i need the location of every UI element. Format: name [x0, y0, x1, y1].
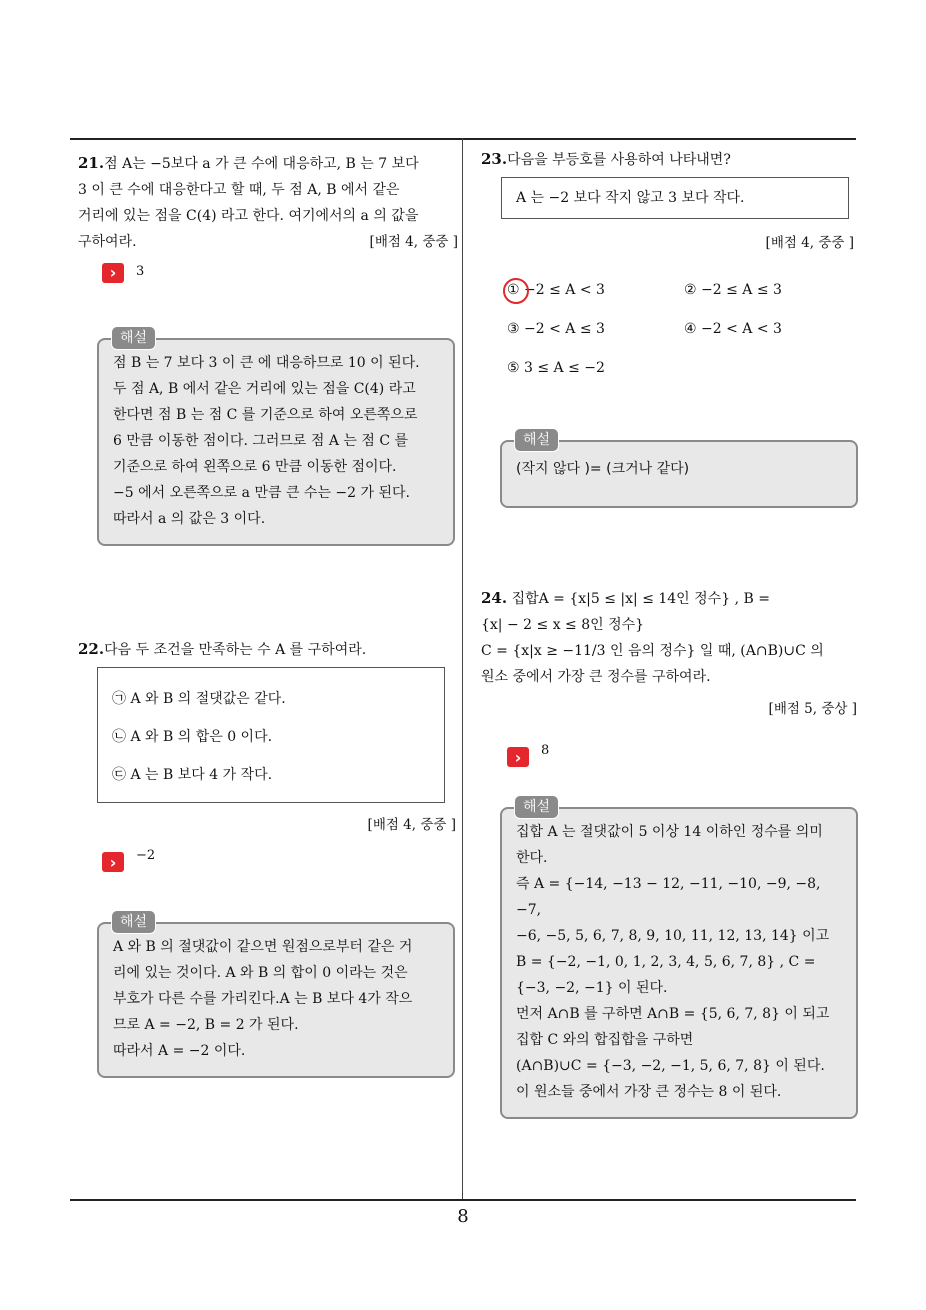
text-line: 점 A는 −5보다 a 가 큰 수에 대응하고, B 는 7 보다	[104, 156, 419, 172]
condition-item: ㉠ A 와 B 의 절댓값은 같다.	[112, 691, 286, 707]
explanation-23	[500, 432, 858, 508]
question-23	[481, 146, 859, 173]
answer-row	[102, 848, 156, 872]
explanation-line: (A∩B)∪C = {−3, −2, −1, 5, 6, 7, 8} 이 된다.	[516, 1058, 825, 1074]
option-3[interactable]	[507, 321, 605, 337]
explanation-line: 점 B 는 7 보다 3 이 큰 에 대응하므로 10 이 된다.	[113, 355, 420, 371]
explanation-22	[97, 914, 455, 1078]
explanation-line: (작지 않다 )= (크거나 같다)	[516, 461, 690, 477]
option-label: ⑤ 3 ≤ A ≤ −2	[507, 360, 605, 376]
score-label: [배점 5, 중상 ]	[768, 701, 857, 717]
answer-arrow-icon: ›	[102, 263, 124, 283]
answer-value: −2	[136, 848, 156, 863]
question-23-text: 다음을 부등호를 사용하여 나타내면?	[507, 152, 731, 168]
condition-item: ㉡ A 와 B 의 합은 0 이다.	[112, 729, 273, 745]
explanation-line: 기준으로 하여 왼쪽으로 6 만큼 이동한 점이다.	[113, 459, 397, 475]
explanation-line: 집합 A 는 절댓값이 5 이상 14 이하인 정수를 의미	[516, 824, 823, 840]
text-line: 집합A = {x|5 ≤ |x| ≤ 14인 정수} , B =	[511, 591, 770, 607]
explanation-line: 리에 있는 것이다. A 와 B 의 합이 0 이라는 것은	[113, 965, 408, 981]
explanation-tag: 해설	[111, 326, 156, 350]
answer-value: 3	[136, 264, 145, 279]
answer-arrow-icon: ›	[507, 747, 529, 767]
explanation-tag: 해설	[514, 428, 559, 452]
answer-arrow-icon: ›	[102, 852, 124, 872]
column-divider	[462, 138, 463, 1200]
explanation-line: 먼저 A∩B 를 구하면 A∩B = {5, 6, 7, 8} 이 되고	[516, 1006, 830, 1022]
text-line: 거리에 있는 점을 C(4) 라고 한다. 여기에서의 a 의 값을	[78, 208, 419, 224]
explanation-line: 이 원소들 중에서 가장 큰 정수는 8 이 된다.	[516, 1084, 782, 1100]
text-line: C = {x|x ≥ −11/3 인 음의 정수} 일 때, (A∩B)∪C 의	[481, 643, 824, 659]
statement-box: A 는 −2 보다 작지 않고 3 보다 작다.	[501, 177, 849, 219]
option-label: ③ −2 < A ≤ 3	[507, 321, 605, 337]
explanation-line: 므로 A = −2, B = 2 가 된다.	[113, 1017, 299, 1033]
text-line: {x| − 2 ≤ x ≤ 8인 정수}	[481, 617, 645, 633]
explanation-line: B = {−2, −1, 0, 1, 2, 3, 4, 5, 6, 7, 8} , C =	[516, 954, 816, 970]
option-label: ① −2 ≤ A < 3	[507, 282, 605, 298]
text-line: 3 이 큰 수에 대응한다고 할 때, 두 점 A, B 에서 같은	[78, 182, 400, 198]
answer-value: 8	[541, 743, 550, 758]
option-2[interactable]	[684, 282, 782, 298]
explanation-line: 집합 C 와의 합집합을 구하면	[516, 1032, 694, 1048]
question-number: 21.	[78, 154, 105, 172]
explanation-line: 한다.	[516, 850, 548, 866]
selected-mark-icon	[503, 278, 529, 304]
question-21	[78, 150, 456, 285]
answer-row	[507, 743, 550, 767]
score-label: [배점 4, 중중 ]	[367, 817, 456, 833]
condition-item: ㉢ A 는 B 보다 4 가 작다.	[112, 767, 273, 783]
score-label: [배점 4, 중중 ]	[765, 235, 854, 251]
explanation-line: {−3, −2, −1} 이 된다.	[516, 980, 668, 996]
option-label: ② −2 ≤ A ≤ 3	[684, 282, 782, 298]
text-line: 원소 중에서 가장 큰 정수를 구하여라.	[481, 669, 711, 685]
explanation-line: 두 점 A, B 에서 같은 거리에 있는 점을 C(4) 라고	[113, 381, 416, 397]
explanation-line: A 와 B 의 절댓값이 같으면 원점으로부터 같은 거	[113, 939, 413, 955]
explanation-24	[500, 799, 858, 1119]
question-number: 24.	[481, 589, 508, 607]
explanation-line: 6 만큼 이동한 점이다. 그러므로 점 A 는 점 C 를	[113, 433, 409, 449]
explanation-line: 한다면 점 B 는 점 C 를 기준으로 하여 오른쪽으로	[113, 407, 418, 423]
score-label: [배점 4, 중중 ]	[369, 234, 458, 250]
explanation-tag: 해설	[111, 910, 156, 934]
explanation-line: 부호가 다른 수를 가리킨다.A 는 B 보다 4가 작으	[113, 991, 413, 1007]
text-line: 구하여라.	[78, 234, 137, 250]
question-number: 22.	[78, 640, 105, 658]
question-22-text: 다음 두 조건을 만족하는 수 A 를 구하여라.	[104, 642, 367, 658]
explanation-line: 즉 A = {−14, −13 − 12, −11, −10, −9, −8, −7,	[516, 876, 821, 918]
explanation-line: −5 에서 오른쪽으로 a 만큼 큰 수는 −2 가 된다.	[113, 485, 410, 501]
explanation-line: −6, −5, 5, 6, 7, 8, 9, 10, 11, 12, 13, 14} 이고	[516, 928, 830, 944]
option-1[interactable]	[507, 282, 605, 298]
question-number: 23.	[481, 150, 508, 168]
bottom-rule	[70, 1199, 856, 1201]
page-number: 8	[457, 1206, 469, 1227]
explanation-line: 따라서 a 의 값은 3 이다.	[113, 511, 266, 527]
explanation-line: 따라서 A = −2 이다.	[113, 1043, 246, 1059]
option-5[interactable]	[507, 360, 605, 376]
question-22	[78, 636, 456, 663]
conditions-box	[97, 667, 445, 803]
question-24	[481, 585, 857, 690]
option-label: ④ −2 < A < 3	[684, 321, 782, 337]
explanation-tag: 해설	[514, 795, 559, 819]
explanation-21	[97, 330, 455, 546]
top-rule	[70, 138, 856, 140]
answer-row	[102, 263, 456, 285]
option-4[interactable]	[684, 321, 782, 337]
